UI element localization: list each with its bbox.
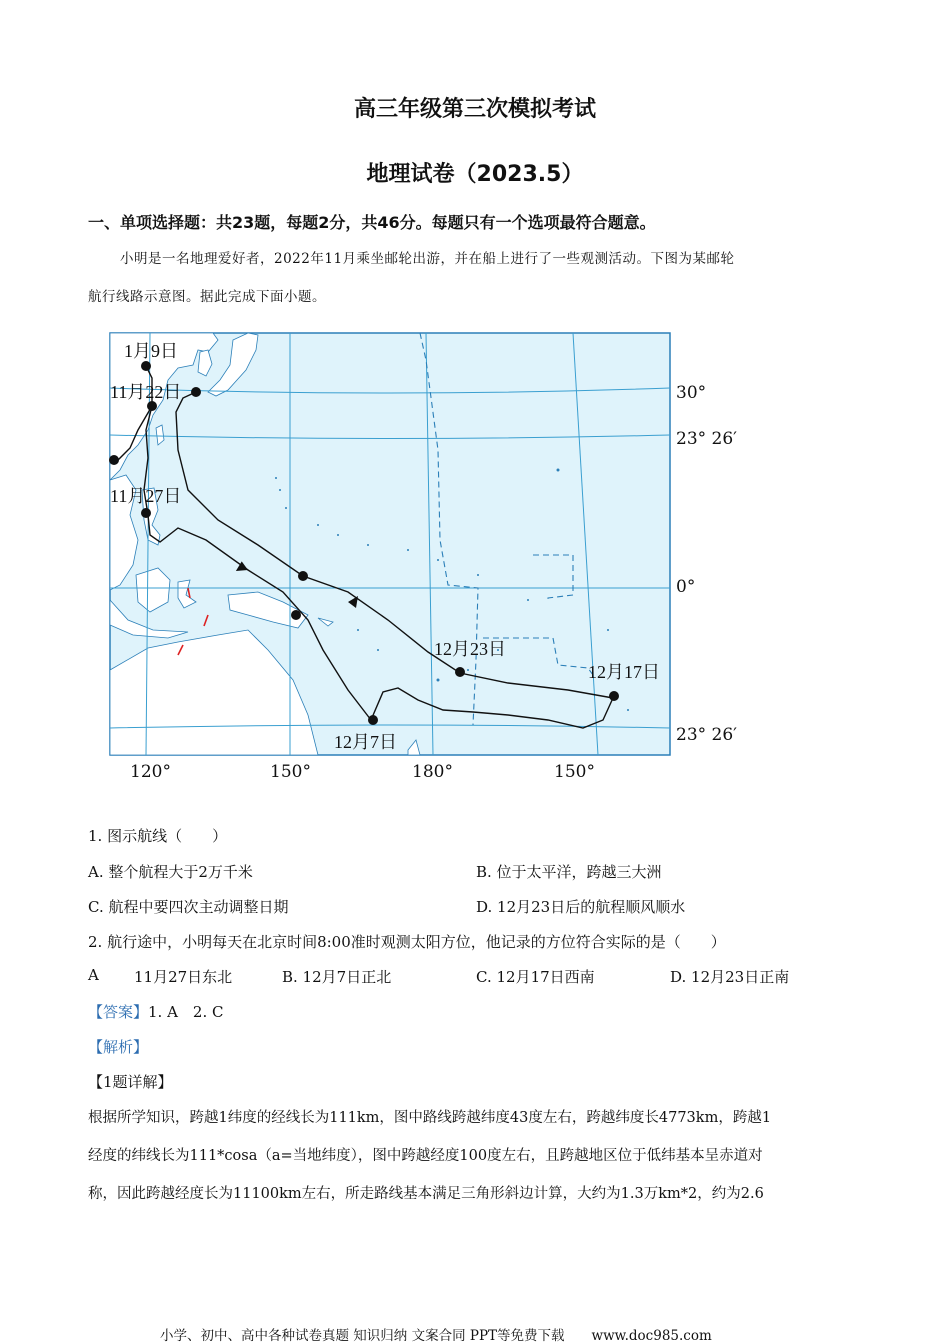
stop-jan9 <box>141 361 151 371</box>
stop-japan <box>191 387 201 397</box>
stop-nov27 <box>141 508 151 518</box>
q2-option-b: B. 12月7日正北 <box>282 968 392 986</box>
lat-label-equator: 0° <box>676 577 696 597</box>
q2-option-d: D. 12月23日正南 <box>670 968 790 986</box>
label-jan9: 1月9日 <box>124 341 178 361</box>
exam-subtitle: 地理试卷（2023.5） <box>366 162 584 187</box>
lat-label-tropic-s: 23° 26′ <box>676 725 738 745</box>
label-dec23: 12月23日 <box>434 639 506 659</box>
footer-text[interactable]: 小学、初中、高中各种试卷真题 知识归纳 文案合同 PPT等免费下载 www.doc985.com <box>160 1328 712 1344</box>
stop-new-guinea <box>291 610 301 620</box>
q2-option-a: 11月27日东北 <box>134 968 233 986</box>
cruise-route-map <box>108 330 748 760</box>
intro-line-1: 小明是一名地理爱好者，2022年11月乘坐邮轮出游，并在船上进行了一些观测活动。下图为某邮轮 <box>120 251 735 267</box>
stop-china-coast <box>109 455 119 465</box>
label-nov27: 11月27日 <box>110 486 182 506</box>
analysis-detail-tag: 【1题详解】 <box>88 1073 173 1091</box>
stop-nov22 <box>147 401 157 411</box>
lon-label-180: 180° <box>412 762 453 782</box>
stop-dec7 <box>368 715 378 725</box>
analysis-tag: 【解析】 <box>88 1038 149 1056</box>
label-dec7: 12月7日 <box>334 732 397 752</box>
lon-label-120: 120° <box>130 762 171 782</box>
lon-label-150: 150° <box>270 762 311 782</box>
q1-stem: 1. 图示航线（ ） <box>88 827 228 845</box>
analysis-line-1: 根据所学知识，跨越1纬度的经线长为111km，图中路线跨越纬度43度左右，跨越纬度长4773km，跨越1 <box>88 1110 772 1126</box>
q1-option-c: C. 航程中要四次主动调整日期 <box>88 898 289 916</box>
q2-option-a-letter: A <box>88 966 99 984</box>
lat-label-30: 30° <box>676 383 707 403</box>
label-dec17: 12月17日 <box>588 662 660 682</box>
q1-option-b: B. 位于太平洋，跨越三大洲 <box>476 863 662 881</box>
stop-dec17 <box>609 691 619 701</box>
lon-label-150w: 150° <box>554 762 595 782</box>
answer-line <box>88 1001 224 1022</box>
stop-dec23 <box>455 667 465 677</box>
lat-label-tropic-n: 23° 26′ <box>676 429 738 449</box>
analysis-line-2: 经度的纬线长为111*cosa（a=当地纬度），图中跨越经度100度左右，且跨越地区位于低纬基本呈赤道对 <box>88 1148 763 1164</box>
answer-tag: 【答案】 <box>88 1003 149 1021</box>
stop-equator <box>298 571 308 581</box>
answer-text: 1. A 2. C <box>148 1003 224 1021</box>
label-nov22: 11月22日 <box>110 382 182 402</box>
analysis-line-3: 称，因此跨越经度长为11100km左右，所走路线基本满足三角形斜边计算，大约为1.3万km*2，约为2.6 <box>88 1186 764 1202</box>
q2-option-c: C. 12月17日西南 <box>476 968 595 986</box>
q1-option-d: D. 12月23日后的航程顺风顺水 <box>476 898 686 916</box>
exam-title: 高三年级第三次模拟考试 <box>353 97 596 122</box>
section-heading: 一、单项选择题：共23题，每题2分，共46分。每题只有一个选项最符合题意。 <box>88 213 656 232</box>
q2-stem: 2. 航行途中，小明每天在北京时间8:00准时观测太阳方位，他记录的方位符合实际的是（ ） <box>88 933 726 951</box>
q1-option-a: A. 整个航程大于2万千米 <box>88 863 253 881</box>
intro-line-2: 航行线路示意图。据此完成下面小题。 <box>88 289 326 305</box>
